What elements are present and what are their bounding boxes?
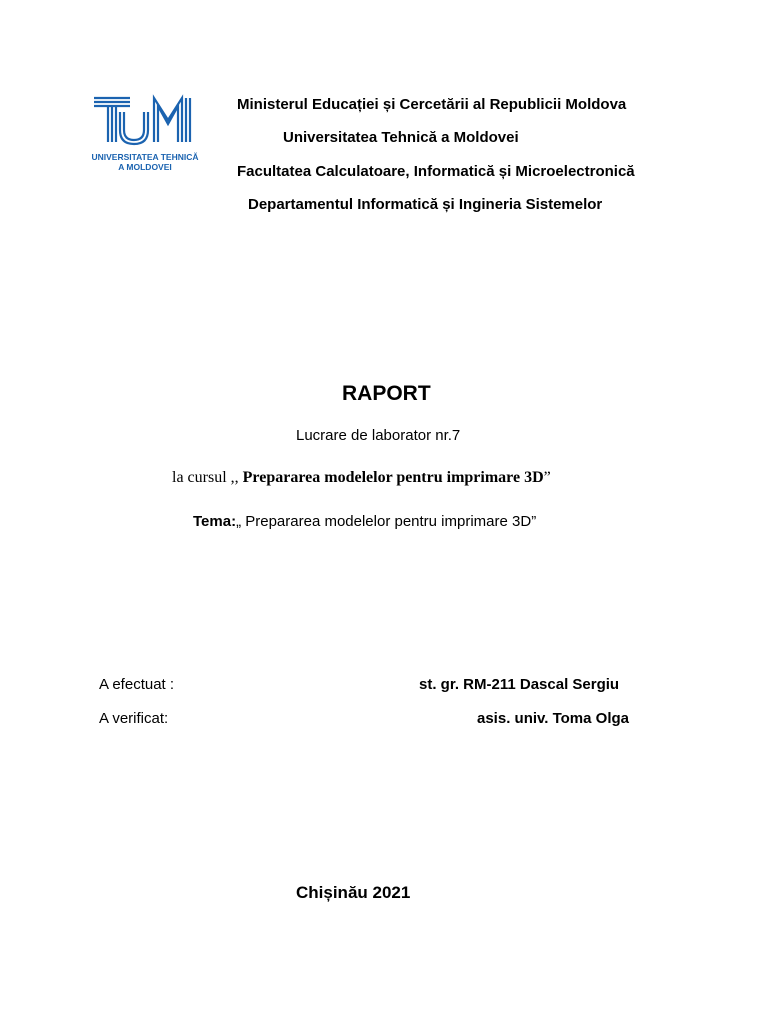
university-logo	[90, 90, 200, 175]
university-heading: Universitatea Tehnică a Moldovei	[283, 129, 519, 146]
done-value: st. gr. RM-211 Dascal Sergiu	[419, 676, 620, 693]
utm-logo-icon	[90, 90, 200, 150]
theme-label: Tema:	[193, 513, 237, 530]
logo-caption-line2: A MOLDOVEI	[118, 162, 172, 172]
logo-caption-line1: UNIVERSITATEA TEHNICĂ	[91, 152, 199, 162]
faculty-heading: Facultatea Calculatoare, Informatică și Microelectronică	[237, 163, 635, 180]
theme-text: „ Prepararea modelelor pentru imprimare 3D”	[236, 513, 537, 530]
done-label: A efectuat :	[99, 676, 175, 693]
department-heading: Departamentul Informatică și Ingineria Sistemelor	[248, 196, 603, 213]
theme-line	[193, 513, 536, 530]
course-name: Prepararea modelelor pentru imprimare 3D	[242, 469, 544, 486]
course-line	[172, 469, 551, 487]
place-year: Chișinău 2021	[296, 883, 411, 902]
course-suffix: ”	[543, 469, 551, 486]
checked-value: asis. univ. Toma Olga	[477, 710, 629, 727]
checked-label: A verificat:	[99, 710, 169, 727]
report-title: RAPORT	[342, 382, 431, 405]
ministry-heading: Ministerul Educației și Cercetării al Republicii Moldova	[237, 96, 627, 113]
logo-caption	[90, 152, 200, 172]
course-prefix: la cursul ,,	[172, 469, 243, 486]
lab-number: Lucrare de laborator nr.7	[296, 427, 461, 444]
